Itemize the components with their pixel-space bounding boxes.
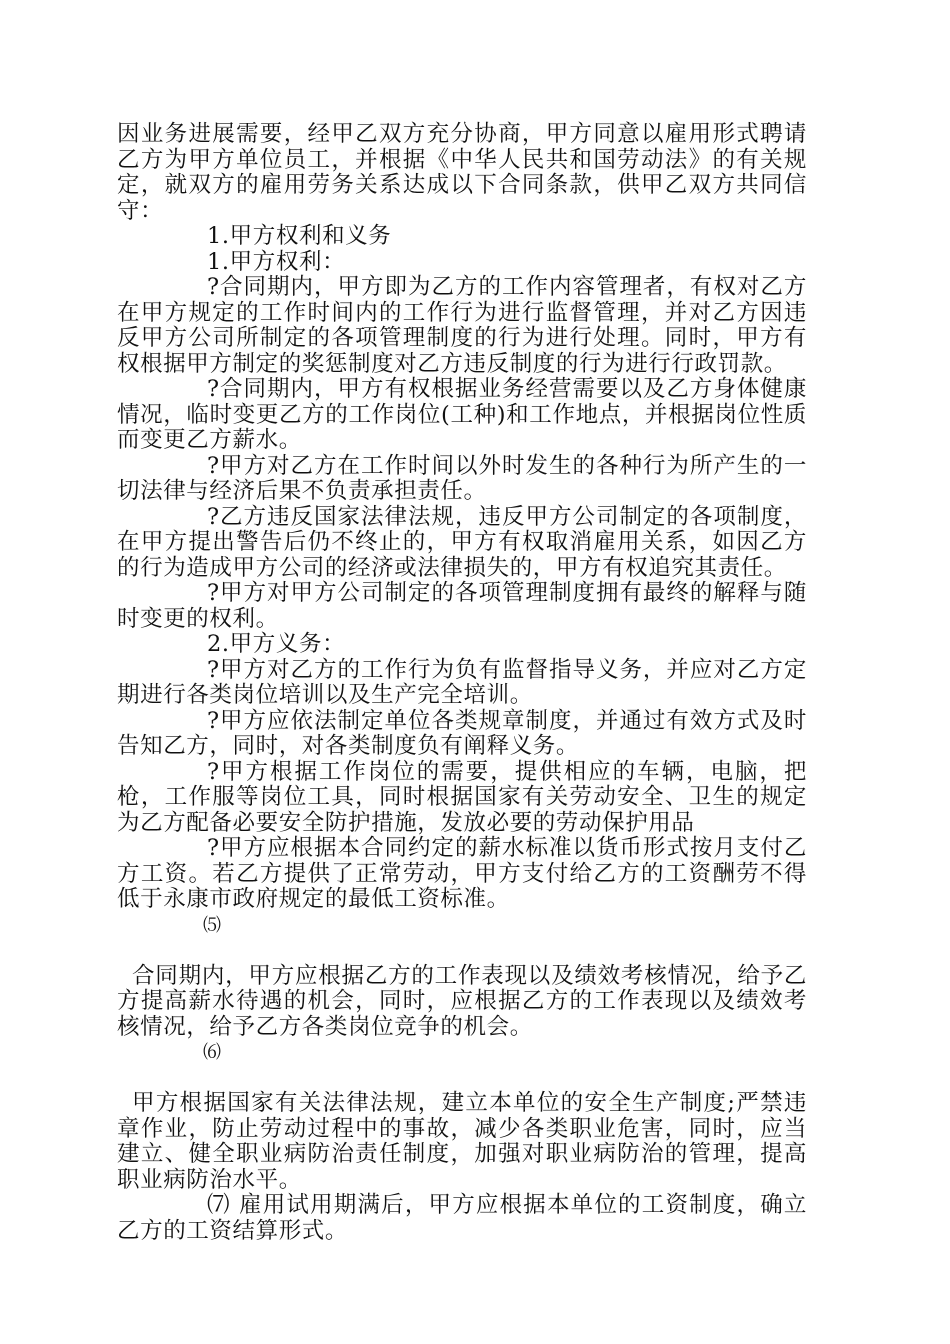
item-6-marker: ⑹ [203,1042,221,1063]
duties-item-2: ?甲方应依法制定单位各类规章制度，并通过有效方式及时告知乙方，同时，对各类制度负有阐释义务。 [117,707,807,759]
item-5-marker: ⑸ [203,914,221,936]
duties-title: 2.甲方义务： [207,631,346,657]
duties-item-1: ?甲方对乙方的工作行为负有监督指导义务，并应对乙方定期进行各类岗位培训以及生产完全培训。 [117,656,807,708]
rights-item-1: ?合同期内，甲方即为乙方的工作内容管理者，有权对乙方在甲方规定的工作时间内的工作行为进行监督管理，并对乙方因违反甲方公司所制定的各项管理制度的行为进行处理。同时，甲方有权根据甲方制定的奖惩制度对乙方违反制度的行为进行行政罚款。 [117,274,807,377]
rights-item-4: ?乙方违反国家法律法规，违反甲方公司制定的各项制度，在甲方提出警告后仍不终止的，甲方有权取消雇用关系，如因乙方的行为造成甲方公司的经济或法律损失的，甲方有权追究其责任。 [117,503,807,581]
spacer [117,938,807,964]
rights-title: 1.甲方权利： [207,248,346,275]
duties-item-3: ?甲方根据工作岗位的需要，提供相应的车辆，电脑，把枪，工作服等岗位工具，同时根据国家有关劳动安全、卫生的规定为乙方配备必要安全防护措施，发放必要的劳动保护用品 [117,758,807,836]
section-title: 1.甲方权利和义务 [207,223,392,249]
duties-item-4: ?甲方应根据本合同约定的薪水标准以货币形式按月支付乙方工资。若乙方提供了正常劳动，甲方支付给乙方的工资酬劳不得低于永康市政府规定的最低工资标准。 [117,835,807,912]
item-5-paragraph: 合同期内，甲方应根据乙方的工作表现以及绩效考核情况，给予乙方提高薪水待遇的机会，同时，应根据乙方的工作表现以及绩效考核情况，给予乙方各类岗位竞争的机会。 [117,962,807,1040]
item-7-paragraph: ⑺ 雇用试用期满后，甲方应根据本单位的工资制度，确立乙方的工资结算形式。 [117,1192,807,1244]
spacer [117,1065,807,1091]
document-page [117,122,807,1244]
rights-item-2: ?合同期内，甲方有权根据业务经营需要以及乙方身体健康情况，临时变更乙方的工作岗位(工种)和工作地点，并根据岗位性质而变更乙方薪水。 [117,376,807,453]
item-6-paragraph: 甲方根据国家有关法律法规，建立本单位的安全生产制度;严禁违章作业，防止劳动过程中的事故，减少各类职业危害，同时，应当建立、健全职业病防治责任制度，加强对职业病防治的管理，提高职业病防治水平。 [117,1090,807,1193]
rights-item-5: ?甲方对甲方公司制定的各项管理制度拥有最终的解释与随时变更的权利。 [117,580,807,632]
intro-paragraph: 因业务进展需要，经甲乙双方充分协商，甲方同意以雇用形式聘请乙方为甲方单位员工，并根据《中华人民共和国劳动法》的有关规定，就双方的雇用劳务关系达成以下合同条款，供甲乙双方共同信守： [117,121,807,224]
rights-item-3: ?甲方对乙方在工作时间以外时发生的各种行为所产生的一切法律与经济后果不负责承担责任。 [117,452,807,504]
